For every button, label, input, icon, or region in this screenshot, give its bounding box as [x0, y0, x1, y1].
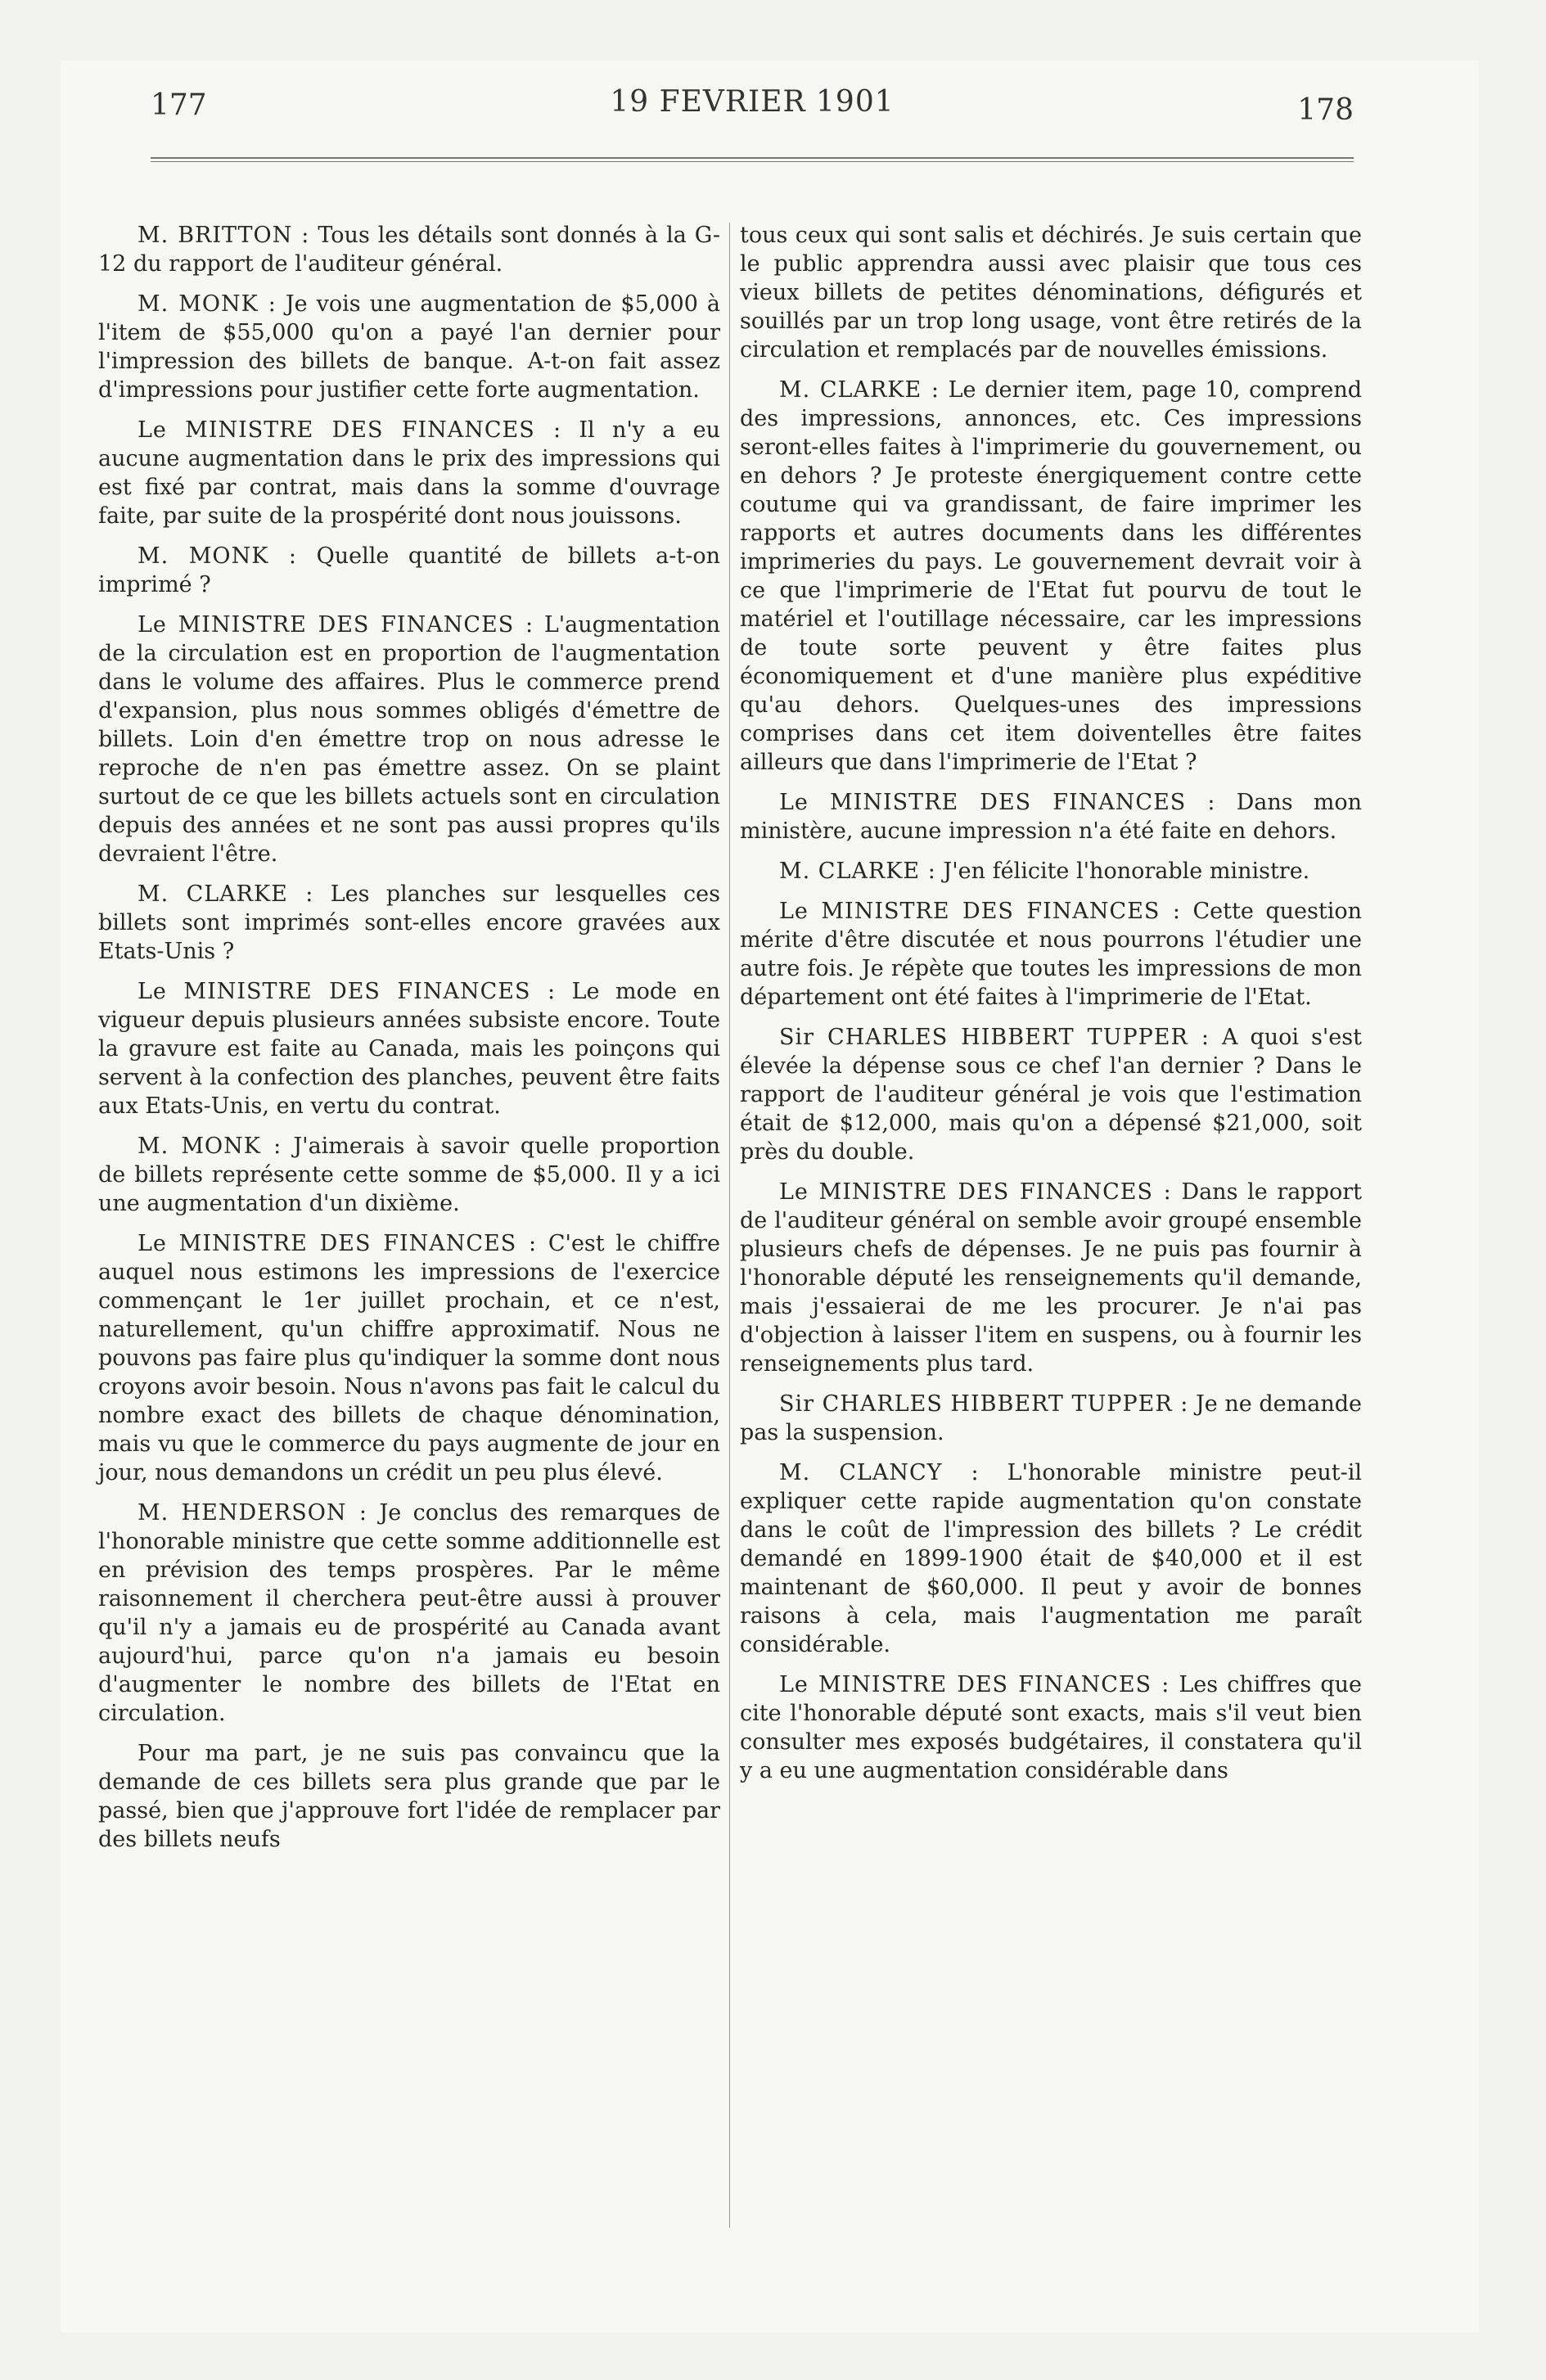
- speech-paragraph: [740, 376, 1362, 777]
- speaker-name: M. CLANCY :: [779, 1460, 980, 1485]
- speaker-name: M. MONK :: [137, 291, 277, 317]
- speaker-name: M. MONK :: [137, 1134, 282, 1159]
- speech-text: Il n'y a eu aucune augmentation dans le prix des impressions qui est fixé par contrat, mais dans la somme d'ouvrage faite, par suite de la prospérité dont nous jouissons.: [98, 417, 721, 529]
- speech-paragraph: [98, 1132, 720, 1218]
- speech-paragraph: [98, 880, 720, 966]
- speaker-name: M. BRITTON :: [137, 223, 310, 248]
- header-rule: [151, 157, 1354, 162]
- speech-text: C'est le chiffre auquel nous estimons les impressions de l'exercice commençant le 1er juillet prochain, et ce n'est, naturellement, qu'un chiffre approximatif. Nous ne pouvons pas faire plus qu'indiquer la somme dont nous croyons avoir besoin. Nous n'avons pas fait le calcul du nombre exact des billets de chaque dénomination, mais vu que le commerce du pays augmente de jour en jour, nous demandons un crédit un peu plus élevé.: [98, 1231, 720, 1485]
- speech-text: A quoi s'est élevée la dépense sous ce chef l'an dernier ? Dans le rapport de l'auditeur général je vois que l'estimation était de $12,000, mais qu'on a dépensé $21,000, soit près du double.: [740, 1025, 1362, 1165]
- speaker-name: Sir CHARLES HIBBERT TUPPER :: [779, 1025, 1210, 1050]
- speech-text: Je vois une augmentation de $5,000 à l'item de $55,000 qu'on a payé l'an dernier pour l'impression des billets de banque. A-t-on fait assez d'impressions pour justifier cette forte augmentation.: [98, 291, 720, 403]
- speech-text: Dans mon ministère, aucune impression n'a été faite en dehors.: [740, 790, 1362, 844]
- speaker-name: Le MINISTRE DES FINANCES :: [779, 790, 1216, 815]
- speech-text: L'honorable ministre peut-il expliquer cette rapide augmentation qu'on constate dans le coût de l'impression des billets ? Le crédit demandé en 1899-1900 était de $40,000 et il est maintenant de $60,000. Il peut y avoir de bonnes raisons à cela, mais l'augmentation me paraît considérable.: [740, 1460, 1362, 1657]
- speech-text: Les chiffres que cite l'honorable député sont exacts, mais s'il veut bien consulter mes exposés budgétaires, il constatera qu'il y a eu une augmentation considérable dans: [740, 1672, 1362, 1783]
- speech-paragraph: [98, 290, 720, 404]
- speaker-name: Le MINISTRE DES FINANCES :: [137, 417, 562, 443]
- speaker-name: Sir CHARLES HIBBERT TUPPER :: [779, 1391, 1189, 1417]
- speaker-name: M. CLARKE :: [779, 377, 940, 403]
- speaker-name: Le MINISTRE DES FINANCES :: [137, 1231, 538, 1256]
- speech-paragraph: [740, 1390, 1362, 1447]
- speaker-name: M. CLARKE :: [779, 859, 936, 884]
- speech-text: tous ceux qui sont salis et déchirés. Je suis certain que le public apprendra aussi avec plaisir que tous ces vieux billets de petites dénominations, défigurés et souillés par un trop long usage, vont être retirés de la circulation et remplacés par de nouvelles émissions.: [740, 223, 1362, 363]
- speaker-name: Le MINISTRE DES FINANCES :: [779, 1672, 1170, 1697]
- speech-text: Dans le rapport de l'auditeur général on semble avoir groupé ensemble plusieurs chefs de dépenses. Je ne puis pas fournir à l'honorable député les renseignements qu'il demande, mais j'essaierai de me les procurer. Je n'ai pas d'objection à laisser l'item en suspens, ou à fournir les renseignements plus tard.: [740, 1179, 1362, 1377]
- speech-paragraph: [740, 1178, 1362, 1378]
- speech-text: Je ne demande pas la suspension.: [740, 1391, 1362, 1445]
- speech-paragraph: [740, 1458, 1362, 1659]
- speech-paragraph: [98, 611, 720, 868]
- right-column: [740, 221, 1362, 1796]
- speech-text: Le mode en vigueur depuis plusieurs années subsiste encore. Toute la gravure est faite au Canada, mais les poinçons qui servent à la confection des planches, peuvent être faits aux Etats-Unis, en vertu du contrat.: [98, 979, 720, 1119]
- speech-paragraph: [740, 897, 1362, 1012]
- speech-text: J'en félicite l'honorable ministre.: [943, 859, 1310, 884]
- speech-paragraph: [740, 1023, 1362, 1166]
- speech-paragraph: [740, 1670, 1362, 1785]
- speaker-name: Le MINISTRE DES FINANCES :: [137, 612, 534, 638]
- column-divider: [729, 223, 730, 2228]
- page-header: [151, 82, 1354, 139]
- speech-text: Les planches sur lesquelles ces billets sont imprimés sont-elles encore gravées aux Etats-Unis ?: [98, 881, 720, 964]
- speech-paragraph: [98, 1229, 720, 1487]
- speaker-name: Le MINISTRE DES FINANCES :: [779, 1179, 1172, 1205]
- page-date-title: 19 FEVRIER 1901: [610, 85, 895, 119]
- page-number-left: 177: [151, 88, 207, 122]
- speaker-name: M. HENDERSON :: [137, 1500, 367, 1526]
- speech-paragraph: [98, 1499, 720, 1728]
- speech-paragraph: [98, 416, 720, 530]
- speech-text: Tous les détails sont donnés à la G-12 du rapport de l'auditeur général.: [98, 223, 720, 277]
- speech-paragraph: [98, 221, 720, 278]
- speech-text: Cette question mérite d'être discutée et nous pourrons l'étudier une autre fois. Je répète que toutes les impressions de mon département ont été faites à l'imprimerie de l'Etat.: [740, 899, 1362, 1010]
- speech-text: J'aimerais à savoir quelle proportion de billets représente cette somme de $5,000. Il y a ici une augmentation d'un dixième.: [98, 1134, 720, 1216]
- page-number-right: 178: [1297, 93, 1354, 127]
- speech-paragraph: [740, 857, 1362, 886]
- speaker-name: Le MINISTRE DES FINANCES :: [137, 979, 557, 1004]
- speaker-name: M. CLARKE :: [137, 881, 314, 907]
- speech-paragraph: [98, 977, 720, 1120]
- speech-text: L'augmentation de la circulation est en proportion de l'augmentation dans le volume des affaires. Plus le commerce prend d'expansion, plus nous sommes obligés d'émettre de billets. Loin d'en émettre trop on nous adresse le reproche de n'en pas émettre assez. On se plaint surtout de ce que les billets actuels sont en circulation depuis des années et ne sont pas aussi propres qu'ils devraient l'être.: [98, 612, 720, 867]
- speech-text: Je conclus des remarques de l'honorable ministre que cette somme additionnelle est en prévision des temps prospères. Par le même raisonnement il cherchera peut-être aussi à prouver qu'il n'y a jamais eu de prospérité au Canada avant aujourd'hui, parce qu'on n'a jamais eu besoin d'augmenter le nombre des billets de l'Etat en circulation.: [98, 1500, 720, 1726]
- speech-text: Pour ma part, je ne suis pas convaincu que la demande de ces billets sera plus grande que par le passé, bien que j'approuve fort l'idée de remplacer par des billets neufs: [98, 1741, 720, 1852]
- speech-text: Quelle quantité de billets a-t-on imprimé ?: [98, 543, 720, 597]
- speech-paragraph: [98, 542, 720, 599]
- left-column: [98, 221, 720, 1865]
- speech-paragraph: [740, 788, 1362, 845]
- speaker-name: Le MINISTRE DES FINANCES :: [779, 899, 1182, 924]
- speech-paragraph: [98, 1739, 720, 1854]
- speech-paragraph: [740, 221, 1362, 364]
- speech-text: Le dernier item, page 10, comprend des impressions, annonces, etc. Ces impressions seront-elles faites à l'imprimerie du gouvernement, ou en dehors ? Je proteste énergiquement contre cette coutume qui va grandissant, de faire imprimer les rapports et autres documents dans les différentes imprimeries du pays. Le gouvernement devrait voir à ce que l'imprimerie de l'Etat fut pourvu de tout le matériel et l'outillage nécessaire, car les impressions de toute sorte peuvent y être faites plus économiquement et d'une manière plus expéditive qu'au dehors. Quelques-unes des impressions comprises dans cet item doiventelles être faites ailleurs que dans l'imprimerie de l'Etat ?: [740, 377, 1362, 775]
- speaker-name: M. MONK :: [137, 543, 298, 569]
